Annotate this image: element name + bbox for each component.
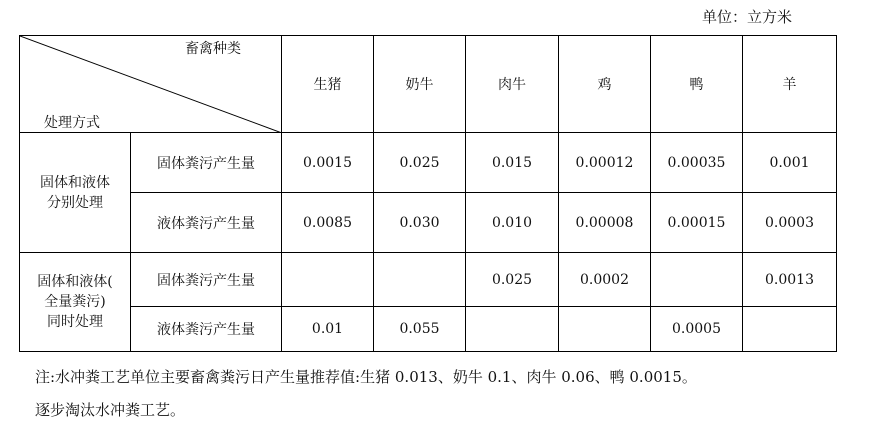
value-cell: 0.0002 bbox=[559, 253, 651, 307]
diagonal-header-cell bbox=[20, 36, 282, 133]
value-cell: 0.010 bbox=[466, 193, 559, 253]
value-cell: 0.00012 bbox=[559, 133, 651, 193]
value-cell: 0.0005 bbox=[651, 307, 743, 352]
value-cell: 0.030 bbox=[374, 193, 466, 253]
value-cell bbox=[559, 307, 651, 352]
manure-volume-table bbox=[19, 35, 837, 352]
group-label-combined bbox=[20, 253, 131, 352]
unit-label: 单位：立方米 bbox=[702, 8, 793, 26]
value-cell: 0.01 bbox=[282, 307, 374, 352]
column-header: 鸭 bbox=[651, 36, 743, 133]
value-cell bbox=[743, 307, 837, 352]
row-type-label: 液体粪污产生量 bbox=[131, 193, 282, 253]
table-row bbox=[20, 193, 837, 253]
value-cell: 0.0003 bbox=[743, 193, 837, 253]
group-label-line: 固体和液体 bbox=[40, 174, 110, 191]
value-cell bbox=[466, 307, 559, 352]
group-label-line: 分别处理 bbox=[47, 194, 103, 211]
value-cell bbox=[282, 253, 374, 307]
group-label-separate bbox=[20, 133, 131, 253]
row-type-label: 固体粪污产生量 bbox=[131, 253, 282, 307]
table-row bbox=[20, 307, 837, 352]
column-header: 羊 bbox=[743, 36, 837, 133]
value-cell: 0.00035 bbox=[651, 133, 743, 193]
group-label-line: 固体和液体( bbox=[37, 274, 113, 290]
value-cell: 0.0085 bbox=[282, 193, 374, 253]
value-cell: 0.00008 bbox=[559, 193, 651, 253]
value-cell: 0.001 bbox=[743, 133, 837, 193]
livestock-type-header: 畜禽种类 bbox=[185, 41, 241, 57]
row-type-label: 液体粪污产生量 bbox=[131, 307, 282, 352]
value-cell bbox=[651, 253, 743, 307]
group-label-line: 全量粪污) bbox=[44, 294, 106, 310]
value-cell: 0.015 bbox=[466, 133, 559, 193]
value-cell: 0.0013 bbox=[743, 253, 837, 307]
value-cell: 0.025 bbox=[374, 133, 466, 193]
treatment-method-header: 处理方式 bbox=[44, 115, 100, 131]
table-row bbox=[20, 133, 837, 193]
column-header: 生猪 bbox=[282, 36, 374, 133]
column-header: 肉牛 bbox=[466, 36, 559, 133]
value-cell: 0.055 bbox=[374, 307, 466, 352]
footnote: 注:水冲粪工艺单位主要畜禽粪污日产生量推荐值:生猪 0.013、奶牛 0.1、肉牛 0.06、鸭 0.0015。 bbox=[35, 368, 697, 386]
footnote: 逐步淘汰水冲粪工艺。 bbox=[35, 401, 186, 419]
header-row bbox=[20, 36, 837, 133]
row-type-label: 固体粪污产生量 bbox=[131, 133, 282, 193]
group-label-line: 同时处理 bbox=[47, 314, 103, 330]
column-header: 奶牛 bbox=[374, 36, 466, 133]
value-cell bbox=[374, 253, 466, 307]
table-row bbox=[20, 253, 837, 307]
value-cell: 0.025 bbox=[466, 253, 559, 307]
column-header: 鸡 bbox=[559, 36, 651, 133]
value-cell: 0.0015 bbox=[282, 133, 374, 193]
value-cell: 0.00015 bbox=[651, 193, 743, 253]
